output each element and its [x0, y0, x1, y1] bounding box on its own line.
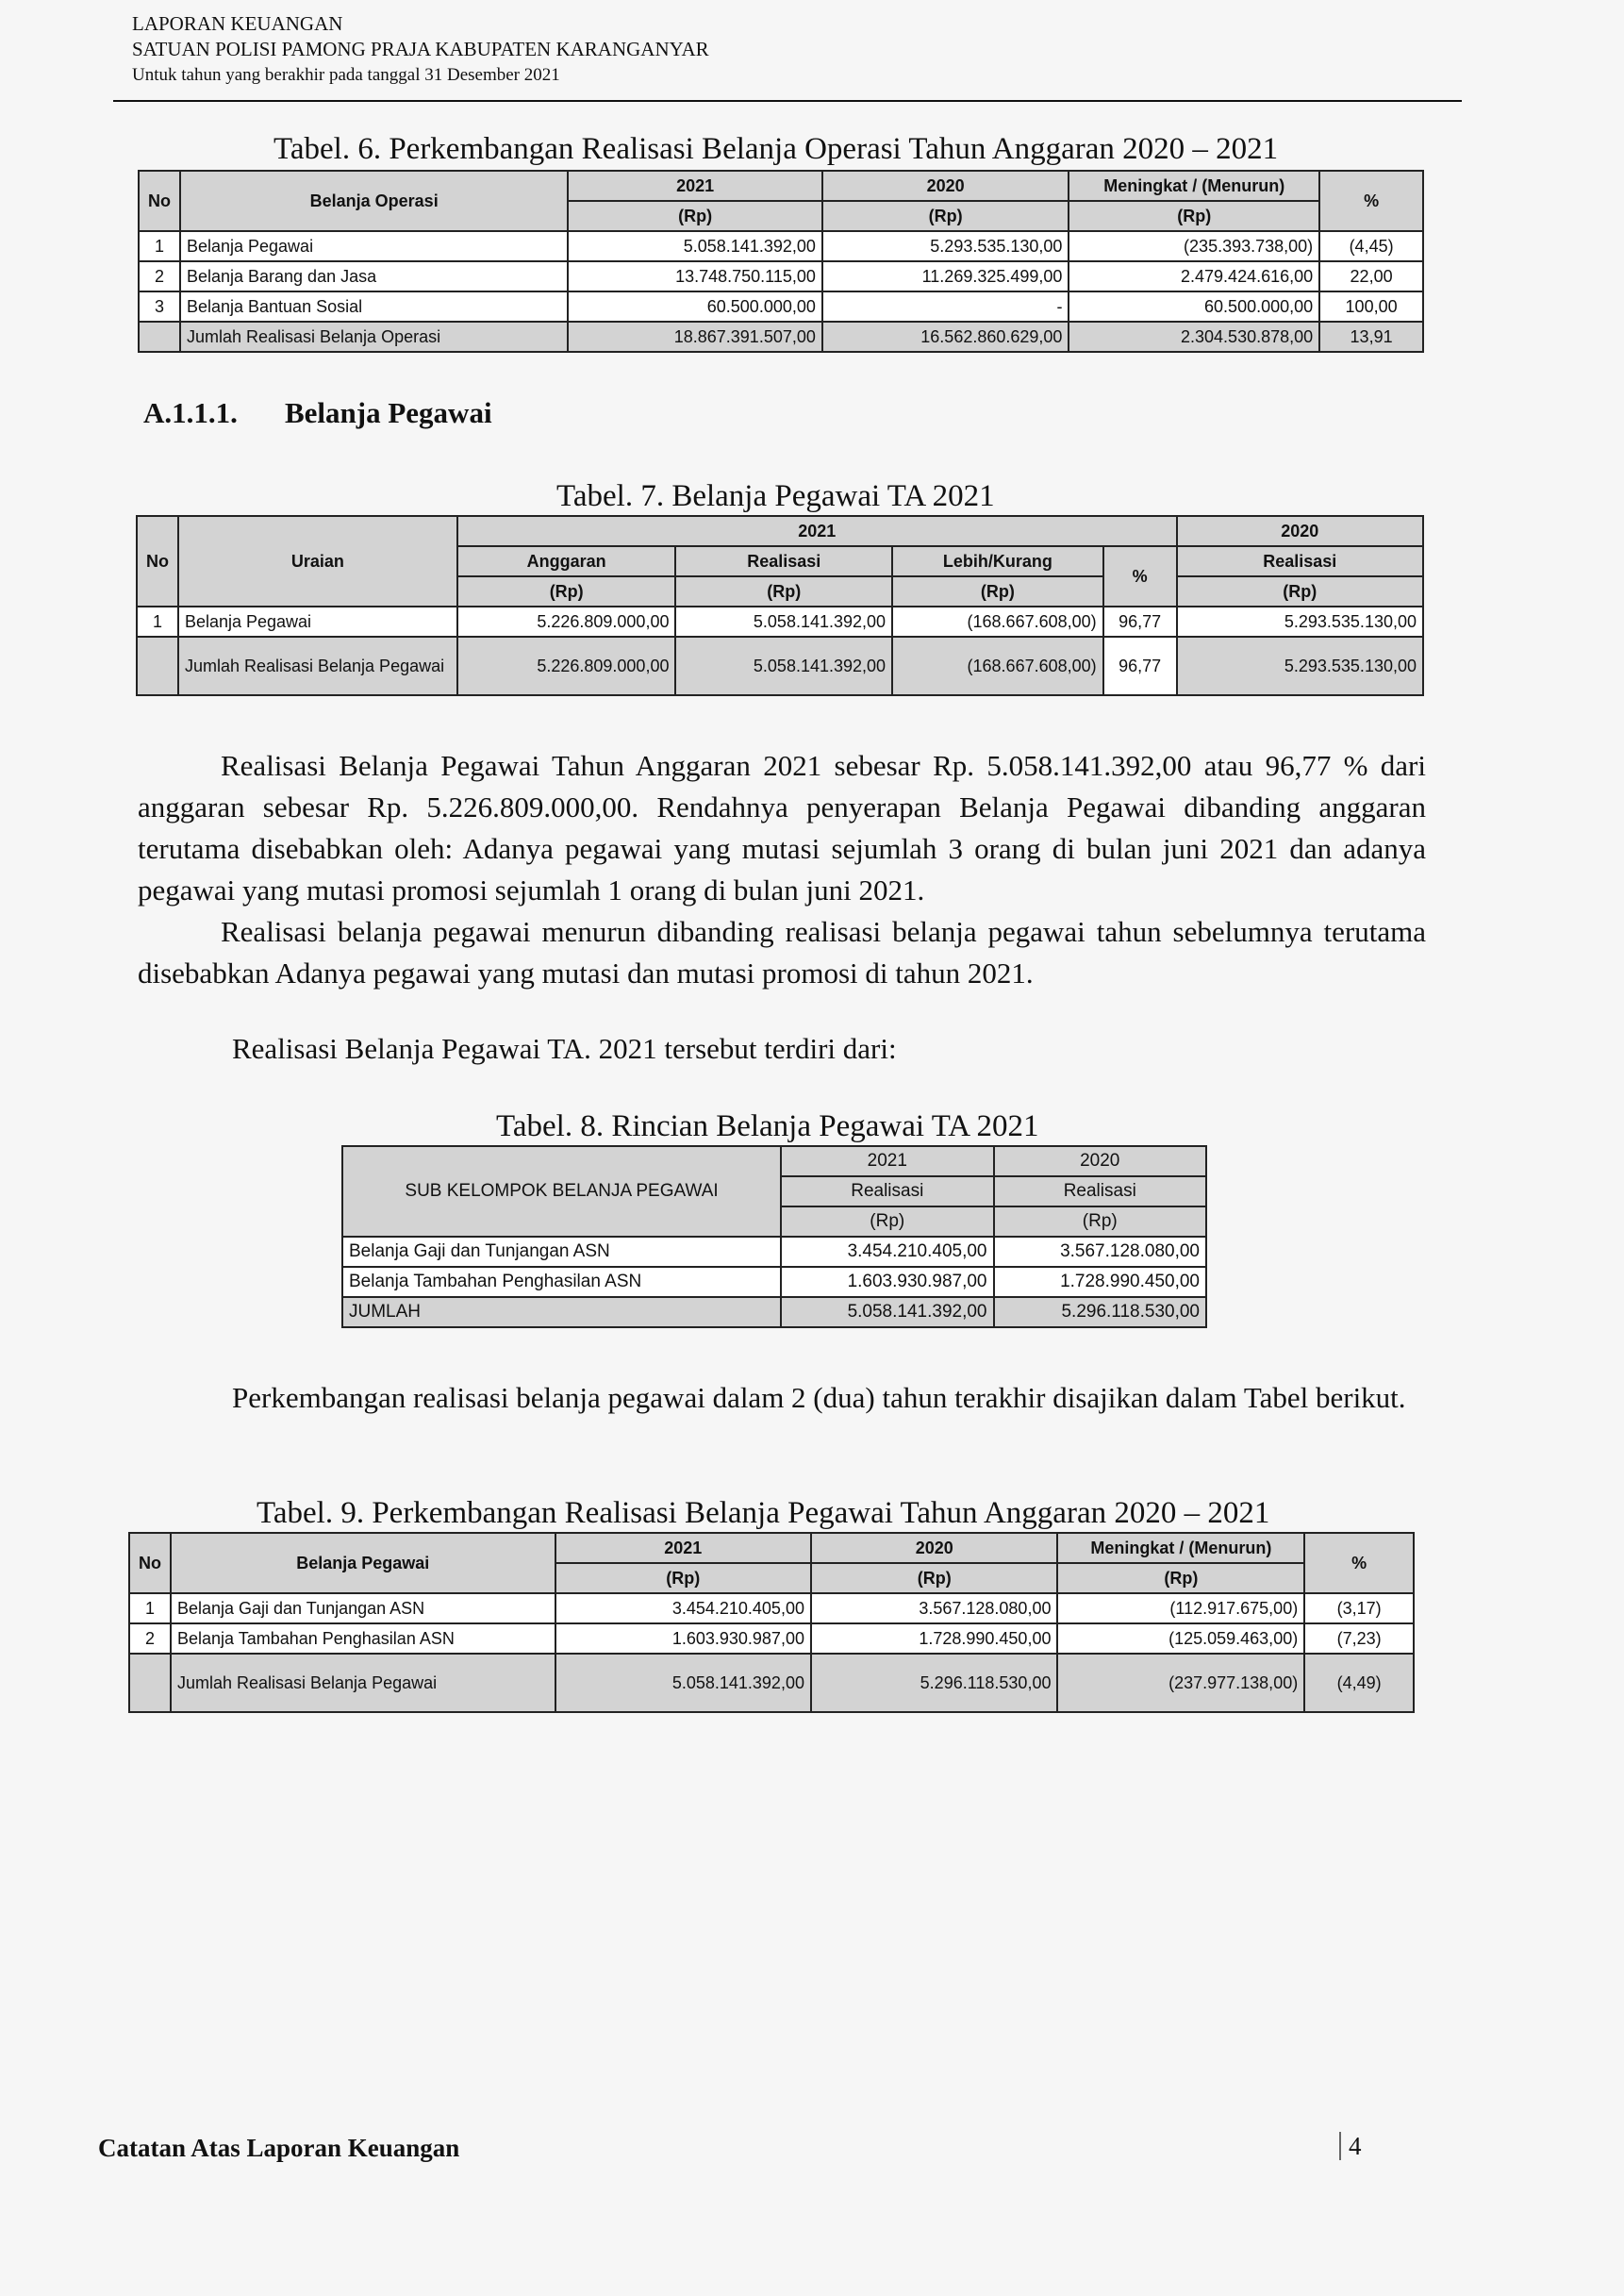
cell-2020: 5.293.535.130,00: [1177, 607, 1423, 637]
cell-pct: 96,77: [1103, 607, 1177, 637]
table7-header-2021: 2021: [457, 516, 1177, 546]
table7-header-pct: %: [1103, 546, 1177, 607]
cell-2021: 18.867.391.507,00: [568, 322, 822, 352]
cell-anggaran: 5.226.809.000,00: [457, 637, 676, 695]
cell-name: Belanja Gaji dan Tunjangan ASN: [342, 1237, 781, 1267]
cell-name: JUMLAH: [342, 1297, 781, 1327]
table9: [128, 1532, 1415, 1713]
cell-no: 3: [139, 291, 180, 322]
cell-name: Belanja Barang dan Jasa: [180, 261, 568, 291]
cell-2021: 1.603.930.987,00: [555, 1623, 811, 1654]
table7-header-realisasi-2020: Realisasi: [1177, 546, 1423, 576]
table9-header-no: No: [129, 1533, 171, 1593]
cell-2020: -: [822, 291, 1069, 322]
page-number-value: 4: [1339, 2132, 1362, 2160]
cell-name: Belanja Tambahan Penghasilan ASN: [342, 1267, 781, 1297]
table7-unit: (Rp): [457, 576, 676, 607]
header-period: Untuk tahun yang berakhir pada tanggal 31 Desember 2021: [132, 65, 560, 85]
table-row: [342, 1267, 1206, 1297]
cell-2020: 5.293.535.130,00: [1177, 637, 1423, 695]
table9-header-2021: 2021: [555, 1533, 811, 1563]
table-total-row: [342, 1297, 1206, 1327]
cell-no: 1: [137, 607, 178, 637]
table7-header-item: Uraian: [178, 516, 457, 607]
body-text-2: [138, 1028, 1426, 1070]
cell-name: Belanja Gaji dan Tunjangan ASN: [171, 1593, 555, 1623]
cell-2021: 13.748.750.115,00: [568, 261, 822, 291]
cell-2020: 11.269.325.499,00: [822, 261, 1069, 291]
table9-header-2020: 2020: [811, 1533, 1058, 1563]
footer-title: Catatan Atas Laporan Keuangan: [98, 2134, 460, 2162]
cell-pct: 22,00: [1319, 261, 1423, 291]
cell-name: Belanja Pegawai: [180, 231, 568, 261]
section-title: Belanja Pegawai: [285, 396, 492, 429]
table-row: [139, 231, 1423, 261]
cell-no: 2: [129, 1623, 171, 1654]
header-divider: [113, 100, 1462, 102]
table8: [341, 1145, 1207, 1328]
table6-unit: (Rp): [1069, 201, 1319, 231]
table9-unit: (Rp): [811, 1563, 1058, 1593]
table6-unit: (Rp): [568, 201, 822, 231]
table7-header-anggaran: Anggaran: [457, 546, 676, 576]
paragraph: Realisasi Belanja Pegawai TA. 2021 tersebut terdiri dari:: [232, 1032, 897, 1065]
cell-2021: 3.454.210.405,00: [555, 1593, 811, 1623]
table9-header-pct: %: [1304, 1533, 1414, 1593]
table8-header-realisasi: Realisasi: [994, 1176, 1207, 1206]
table8-unit: (Rp): [994, 1206, 1207, 1237]
paragraph: Perkembangan realisasi belanja pegawai dalam 2 (dua) tahun terakhir disajikan dalam Tabel berikut.: [232, 1381, 1406, 1414]
cell-pct: 13,91: [1319, 322, 1423, 352]
cell-change: (112.917.675,00): [1057, 1593, 1304, 1623]
cell-name: Belanja Bantuan Sosial: [180, 291, 568, 322]
table-row: [342, 1237, 1206, 1267]
cell-anggaran: 5.226.809.000,00: [457, 607, 676, 637]
body-text-3: [138, 1377, 1426, 1419]
table-row: [129, 1623, 1414, 1654]
cell-change: (125.059.463,00): [1057, 1623, 1304, 1654]
table7-unit: (Rp): [675, 576, 892, 607]
cell-pct: 96,77: [1103, 637, 1177, 695]
table6-caption: Tabel. 6. Perkembangan Realisasi Belanja Operasi Tahun Anggaran 2020 – 2021: [273, 132, 1279, 166]
cell-no: 2: [139, 261, 180, 291]
table6-header-2020: 2020: [822, 171, 1069, 201]
table7-unit: (Rp): [1177, 576, 1423, 607]
cell-2021: 3.454.210.405,00: [781, 1237, 993, 1267]
cell-no: 1: [139, 231, 180, 261]
cell-name: Jumlah Realisasi Belanja Pegawai: [178, 637, 457, 695]
cell-name: Belanja Pegawai: [178, 607, 457, 637]
cell-2021: 5.058.141.392,00: [781, 1297, 993, 1327]
cell-pct: (7,23): [1304, 1623, 1414, 1654]
cell-lebih: (168.667.608,00): [892, 637, 1103, 695]
table6-header-no: No: [139, 171, 180, 231]
cell-2020: 16.562.860.629,00: [822, 322, 1069, 352]
table9-caption: Tabel. 9. Perkembangan Realisasi Belanja Pegawai Tahun Anggaran 2020 – 2021: [257, 1496, 1270, 1530]
cell-realisasi: 5.058.141.392,00: [675, 607, 892, 637]
table8-caption: Tabel. 8. Rincian Belanja Pegawai TA 2021: [496, 1109, 1039, 1143]
table7-header-lebih: Lebih/Kurang: [892, 546, 1103, 576]
table8-header-group: SUB KELOMPOK BELANJA PEGAWAI: [342, 1146, 781, 1237]
table-row: [137, 607, 1423, 637]
table7: [136, 515, 1424, 696]
body-text-1: [138, 745, 1426, 994]
cell-pct: (3,17): [1304, 1593, 1414, 1623]
cell-name: Jumlah Realisasi Belanja Operasi: [180, 322, 568, 352]
table9-unit: (Rp): [1057, 1563, 1304, 1593]
section-number: A.1.1.1.: [143, 396, 238, 429]
table6-header-change: Meningkat / (Menurun): [1069, 171, 1319, 201]
table9-header-change: Meningkat / (Menurun): [1057, 1533, 1304, 1563]
cell-change: 2.304.530.878,00: [1069, 322, 1319, 352]
cell-2020: 1.728.990.450,00: [994, 1267, 1207, 1297]
cell-2020: 1.728.990.450,00: [811, 1623, 1058, 1654]
cell-2020: 3.567.128.080,00: [994, 1237, 1207, 1267]
table7-caption: Tabel. 7. Belanja Pegawai TA 2021: [556, 479, 995, 513]
paragraph: Realisasi Belanja Pegawai Tahun Anggaran 2021 sebesar Rp. 5.058.141.392,00 atau 96,77 % dari anggaran sebesar Rp. 5.226.809.000,00. Rendahnya penyerapan Belanja Pegawai dibanding anggaran terutama disebabkan oleh: Adanya pegawai yang mutasi sejumlah 3 orang di bulan juni 2021 dan adanya pegawai yang mutasi promosi sejumlah 1 orang di bulan juni 2021.: [138, 749, 1426, 907]
table8-header-2020: 2020: [994, 1146, 1207, 1176]
header-title: LAPORAN KEUANGAN: [132, 12, 343, 35]
table6-header-item: Belanja Operasi: [180, 171, 568, 231]
cell-pct: 100,00: [1319, 291, 1423, 322]
table6-unit: (Rp): [822, 201, 1069, 231]
cell-name: Jumlah Realisasi Belanja Pegawai: [171, 1654, 555, 1712]
cell-lebih: (168.667.608,00): [892, 607, 1103, 637]
table6: [138, 170, 1424, 353]
cell-no: 1: [129, 1593, 171, 1623]
table8-unit: (Rp): [781, 1206, 993, 1237]
table9-unit: (Rp): [555, 1563, 811, 1593]
cell-change: (235.393.738,00): [1069, 231, 1319, 261]
cell-pct: (4,45): [1319, 231, 1423, 261]
table-total-row: [129, 1654, 1414, 1712]
cell-change: (237.977.138,00): [1057, 1654, 1304, 1712]
table6-header-pct: %: [1319, 171, 1423, 231]
cell-change: 60.500.000,00: [1069, 291, 1319, 322]
cell-pct: (4,49): [1304, 1654, 1414, 1712]
paragraph: Realisasi belanja pegawai menurun dibanding realisasi belanja pegawai tahun sebelumnya terutama disebabkan Adanya pegawai yang mutasi dan mutasi promosi di tahun 2021.: [138, 915, 1426, 990]
report-header: [132, 11, 709, 88]
page-number: [1339, 2132, 1362, 2161]
cell-change: 2.479.424.616,00: [1069, 261, 1319, 291]
section-heading: [143, 396, 492, 430]
table7-unit: (Rp): [892, 576, 1103, 607]
cell-2020: 3.567.128.080,00: [811, 1593, 1058, 1623]
table-row: [139, 261, 1423, 291]
cell-realisasi: 5.058.141.392,00: [675, 637, 892, 695]
cell-2021: 60.500.000,00: [568, 291, 822, 322]
table-total-row: [139, 322, 1423, 352]
cell-2020: 5.293.535.130,00: [822, 231, 1069, 261]
cell-2021: 1.603.930.987,00: [781, 1267, 993, 1297]
table8-header-2021: 2021: [781, 1146, 993, 1176]
cell-2021: 5.058.141.392,00: [568, 231, 822, 261]
cell-2021: 5.058.141.392,00: [555, 1654, 811, 1712]
table-row: [139, 291, 1423, 322]
table9-header-item: Belanja Pegawai: [171, 1533, 555, 1593]
cell-2020: 5.296.118.530,00: [811, 1654, 1058, 1712]
table7-header-2020: 2020: [1177, 516, 1423, 546]
cell-2020: 5.296.118.530,00: [994, 1297, 1207, 1327]
table-row: [129, 1593, 1414, 1623]
cell-name: Belanja Tambahan Penghasilan ASN: [171, 1623, 555, 1654]
header-agency: SATUAN POLISI PAMONG PRAJA KABUPATEN KARANGANYAR: [132, 38, 709, 60]
table7-header-no: No: [137, 516, 178, 607]
table7-header-realisasi: Realisasi: [675, 546, 892, 576]
table8-header-realisasi: Realisasi: [781, 1176, 993, 1206]
table-total-row: [137, 637, 1423, 695]
table6-header-2021: 2021: [568, 171, 822, 201]
